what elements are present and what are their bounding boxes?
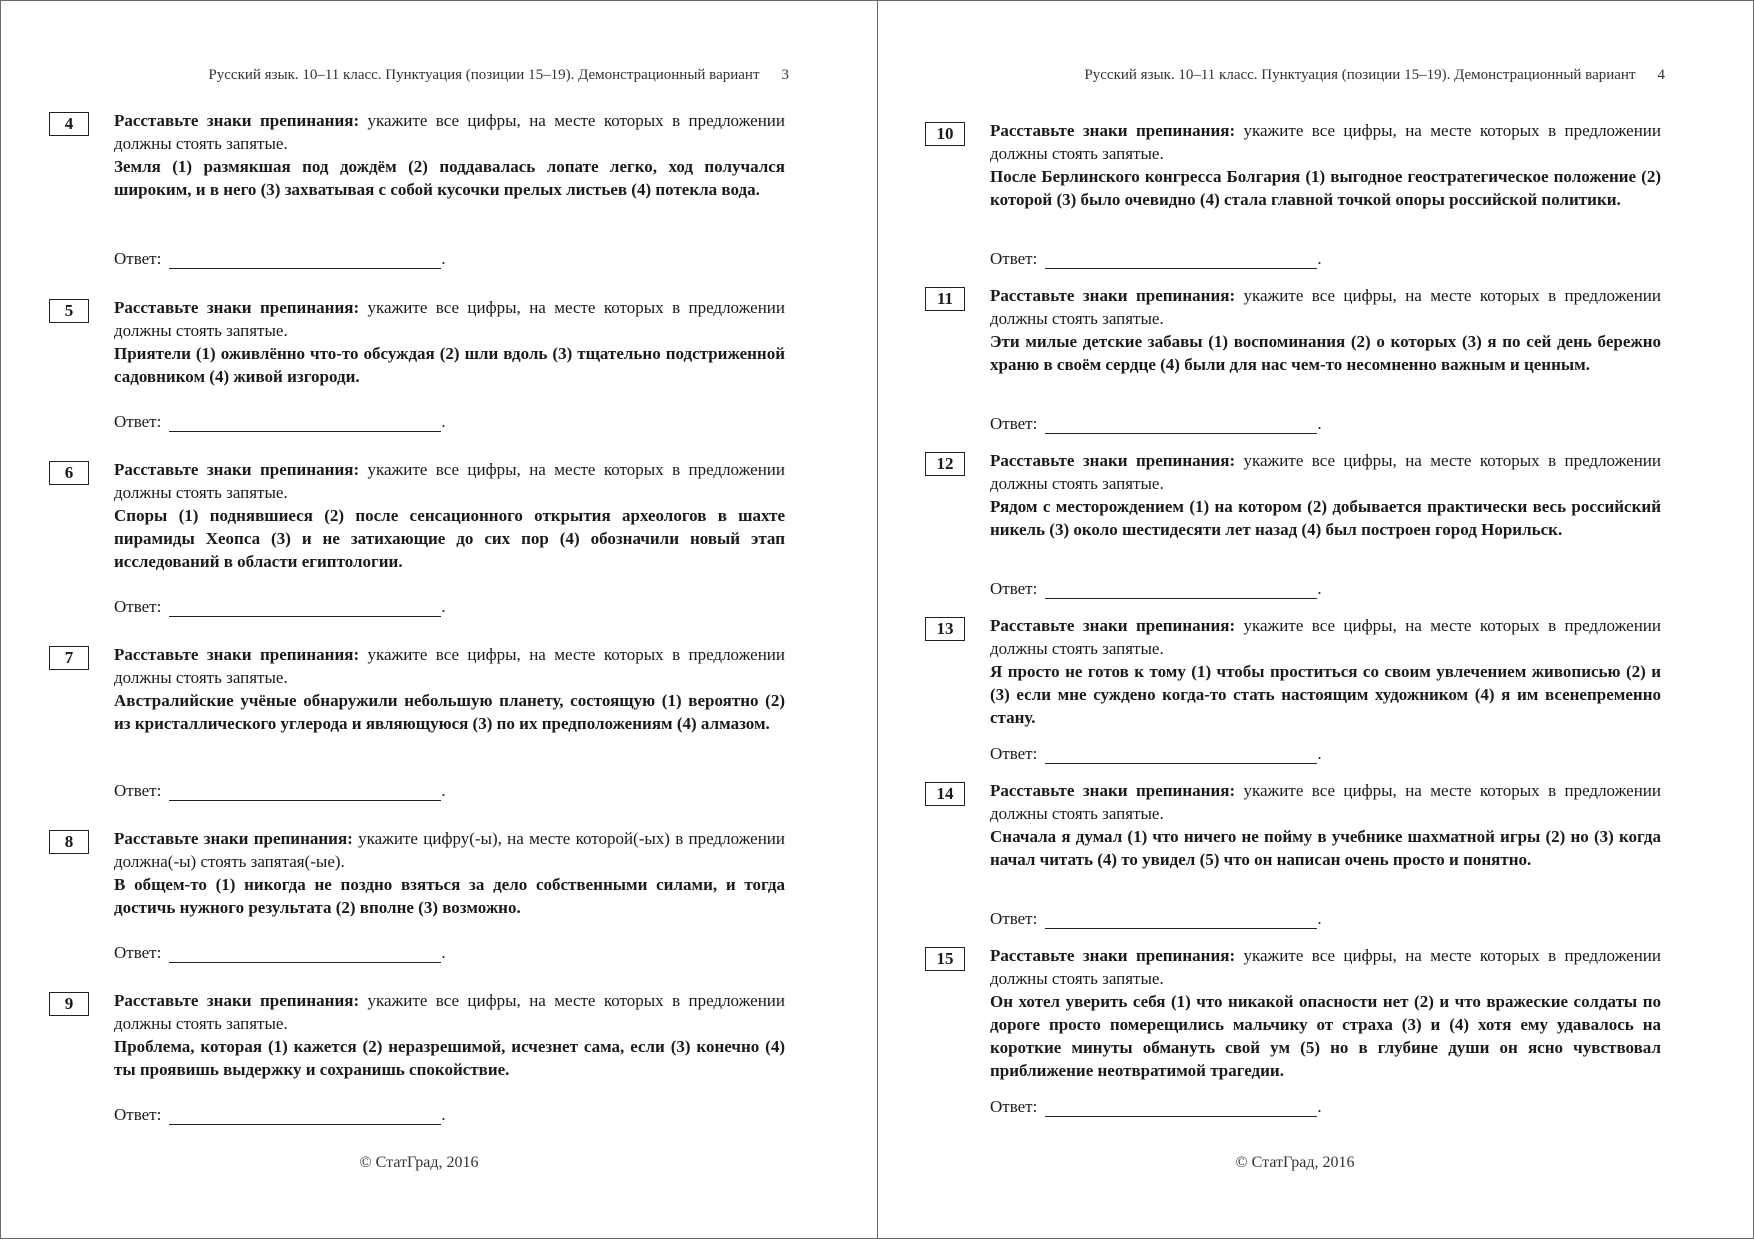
answer-label: Ответ: <box>990 909 1038 928</box>
answer-line[interactable] <box>1045 580 1317 599</box>
running-header <box>995 67 1665 84</box>
task-sentence: Рядом с месторождением (1) на котором (2) добывается практически весь российский никель (3) около шестидесяти лет назад (4) был построен город Норильск. <box>990 497 1661 539</box>
answer-label: Ответ: <box>990 1097 1038 1116</box>
task-number-box: 9 <box>49 992 89 1016</box>
answer-label: Ответ: <box>990 744 1038 763</box>
task-body <box>990 449 1661 541</box>
answer-field[interactable]: Ответ: . <box>114 1105 446 1124</box>
answer-line[interactable] <box>1045 1098 1317 1117</box>
header-title: Русский язык. 10–11 класс. Пунктуация (позиции 15–19). Демонстрационный вариант <box>1084 67 1636 83</box>
answer-line[interactable] <box>169 598 441 617</box>
task-body <box>990 779 1661 871</box>
running-header <box>119 67 789 84</box>
task-sentence: Земля (1) размякшая под дождём (2) поддавалась лопате легко, ход получался широким, и в него (3) захватывая с собой кусочки прелых листьев (4) потекла вода. <box>114 157 785 199</box>
answer-label: Ответ: <box>114 781 162 800</box>
task-number-box: 8 <box>49 830 89 854</box>
task-sentence: Эти милые детские забавы (1) воспоминания (2) о которых (3) я по сей день бережно храню в своём сердце (4) были для нас чем-то несомненно важным и ценным. <box>990 332 1661 374</box>
task-body <box>114 827 785 919</box>
task-sentence: В общем-то (1) никогда не поздно взяться за дело собственными силами, и тогда достичь нужного результата (2) вполне (3) возможно. <box>114 875 785 917</box>
page-number: 3 <box>781 67 789 83</box>
answer-field[interactable]: Ответ: . <box>990 909 1322 928</box>
task-instruction: Расставьте знаки препинания: укажите все цифры, на месте которых в предложении должны стоять запятые. <box>990 286 1661 328</box>
answer-label: Ответ: <box>114 943 162 962</box>
task-instruction: Расставьте знаки препинания: укажите все цифры, на месте которых в предложении должны стоять запятые. <box>990 121 1661 163</box>
page-number: 4 <box>1657 67 1665 83</box>
page-divider <box>877 1 878 1238</box>
page-footer: © СтатГрад, 2016 <box>1235 1154 1355 1171</box>
answer-line[interactable] <box>169 1106 441 1125</box>
task-number-box: 7 <box>49 646 89 670</box>
task-number-box: 4 <box>49 112 89 136</box>
task-body <box>990 944 1661 1082</box>
task-instruction: Расставьте знаки препинания: укажите все цифры, на месте которых в предложении должны стоять запятые. <box>114 298 785 340</box>
task-number-box: 11 <box>925 287 965 311</box>
answer-field[interactable]: Ответ: . <box>114 249 446 268</box>
answer-line[interactable] <box>169 413 441 432</box>
answer-field[interactable]: Ответ: . <box>114 412 446 431</box>
task-body <box>990 614 1661 729</box>
task-sentence: Сначала я думал (1) что ничего не пойму в учебнике шахматной игры (2) но (3) когда начал читать (4) то увидел (5) что он написан очень просто и понятно. <box>990 827 1661 869</box>
answer-line[interactable] <box>169 250 441 269</box>
header-title: Русский язык. 10–11 класс. Пунктуация (позиции 15–19). Демонстрационный вариант <box>208 67 760 83</box>
left-page <box>49 1 789 1240</box>
task-instruction: Расставьте знаки препинания: укажите все цифры, на месте которых в предложении должны стоять запятые. <box>114 460 785 502</box>
answer-label: Ответ: <box>990 249 1038 268</box>
answer-field[interactable]: Ответ: . <box>990 249 1322 268</box>
task-body <box>990 284 1661 376</box>
task-number-box: 14 <box>925 782 965 806</box>
answer-line[interactable] <box>169 782 441 801</box>
page-footer: © СтатГрад, 2016 <box>359 1154 479 1171</box>
task-instruction: Расставьте знаки препинания: укажите все цифры, на месте которых в предложении должны стоять запятые. <box>114 645 785 687</box>
answer-label: Ответ: <box>114 412 162 431</box>
task-body <box>114 989 785 1081</box>
answer-line[interactable] <box>1045 415 1317 434</box>
answer-label: Ответ: <box>990 579 1038 598</box>
task-instruction: Расставьте знаки препинания: укажите все цифры, на месте которых в предложении должны стоять запятые. <box>990 616 1661 658</box>
task-body <box>114 296 785 388</box>
task-number-box: 15 <box>925 947 965 971</box>
task-sentence: Австралийские учёные обнаружили небольшую планету, состоящую (1) вероятно (2) из кристаллического углерода и являющуюся (3) по их предположениям (4) алмазом. <box>114 691 785 733</box>
answer-field[interactable]: Ответ: . <box>114 943 446 962</box>
answer-field[interactable]: Ответ: . <box>114 597 446 616</box>
task-instruction: Расставьте знаки препинания: укажите все цифры, на месте которых в предложении должны стоять запятые. <box>990 451 1661 493</box>
answer-field[interactable]: Ответ: . <box>990 1097 1322 1116</box>
answer-field[interactable]: Ответ: . <box>990 414 1322 433</box>
answer-line[interactable] <box>1045 910 1317 929</box>
answer-field[interactable]: Ответ: . <box>114 781 446 800</box>
answer-line[interactable] <box>1045 745 1317 764</box>
task-number-box: 13 <box>925 617 965 641</box>
task-instruction: Расставьте знаки препинания: укажите цифру(-ы), на месте которой(-ых) в предложении должна(-ы) стоять запятая(-ые). <box>114 829 786 871</box>
task-instruction: Расставьте знаки препинания: укажите все цифры, на месте которых в предложении должны стоять запятые. <box>990 946 1661 988</box>
task-sentence: Приятели (1) оживлённо что-то обсуждая (2) шли вдоль (3) тщательно подстриженной садовником (4) живой изгороди. <box>114 344 785 386</box>
answer-field[interactable]: Ответ: . <box>990 744 1322 763</box>
task-body <box>114 109 785 201</box>
task-instruction: Расставьте знаки препинания: укажите все цифры, на месте которых в предложении должны стоять запятые. <box>114 111 785 153</box>
answer-label: Ответ: <box>990 414 1038 433</box>
task-number-box: 5 <box>49 299 89 323</box>
answer-line[interactable] <box>169 944 441 963</box>
task-number-box: 6 <box>49 461 89 485</box>
answer-label: Ответ: <box>114 1105 162 1124</box>
task-sentence: Проблема, которая (1) кажется (2) неразрешимой, исчезнет сама, если (3) конечно (4) ты проявишь выдержку и сохранишь спокойствие. <box>114 1037 785 1079</box>
task-instruction: Расставьте знаки препинания: укажите все цифры, на месте которых в предложении должны стоять запятые. <box>990 781 1661 823</box>
task-instruction: Расставьте знаки препинания: укажите все цифры, на месте которых в предложении должны стоять запятые. <box>114 991 785 1033</box>
task-number-box: 10 <box>925 122 965 146</box>
task-body <box>990 119 1661 211</box>
answer-label: Ответ: <box>114 249 162 268</box>
right-page <box>925 1 1665 1240</box>
task-number-box: 12 <box>925 452 965 476</box>
task-sentence: Он хотел уверить себя (1) что никакой опасности нет (2) и что вражеские солдаты по дороге просто померещились мальчику от страха (3) и (4) хотя ему удавалось на короткие минуты обмануть свой ум (5) но в глубине души он ясно чувствовал приближение неотвратимой трагедии. <box>990 992 1661 1080</box>
task-sentence: Я просто не готов к тому (1) чтобы проститься со своим увлечением живописью (2) и (3) если мне суждено когда-то стать настоящим художником (4) я им всенепременно стану. <box>990 662 1661 727</box>
task-sentence: После Берлинского конгресса Болгария (1) выгодное геостратегическое положение (2) которой (3) было очевидно (4) стала главной точкой опоры российской политики. <box>990 167 1661 209</box>
task-body <box>114 643 785 735</box>
answer-line[interactable] <box>1045 250 1317 269</box>
answer-field[interactable]: Ответ: . <box>990 579 1322 598</box>
answer-label: Ответ: <box>114 597 162 616</box>
task-body <box>114 458 785 573</box>
task-sentence: Споры (1) поднявшиеся (2) после сенсационного открытия археологов в шахте пирамиды Хеопса (3) и не затихающие до сих пор (4) обозначили новый этап исследований в области египтологии. <box>114 506 785 571</box>
